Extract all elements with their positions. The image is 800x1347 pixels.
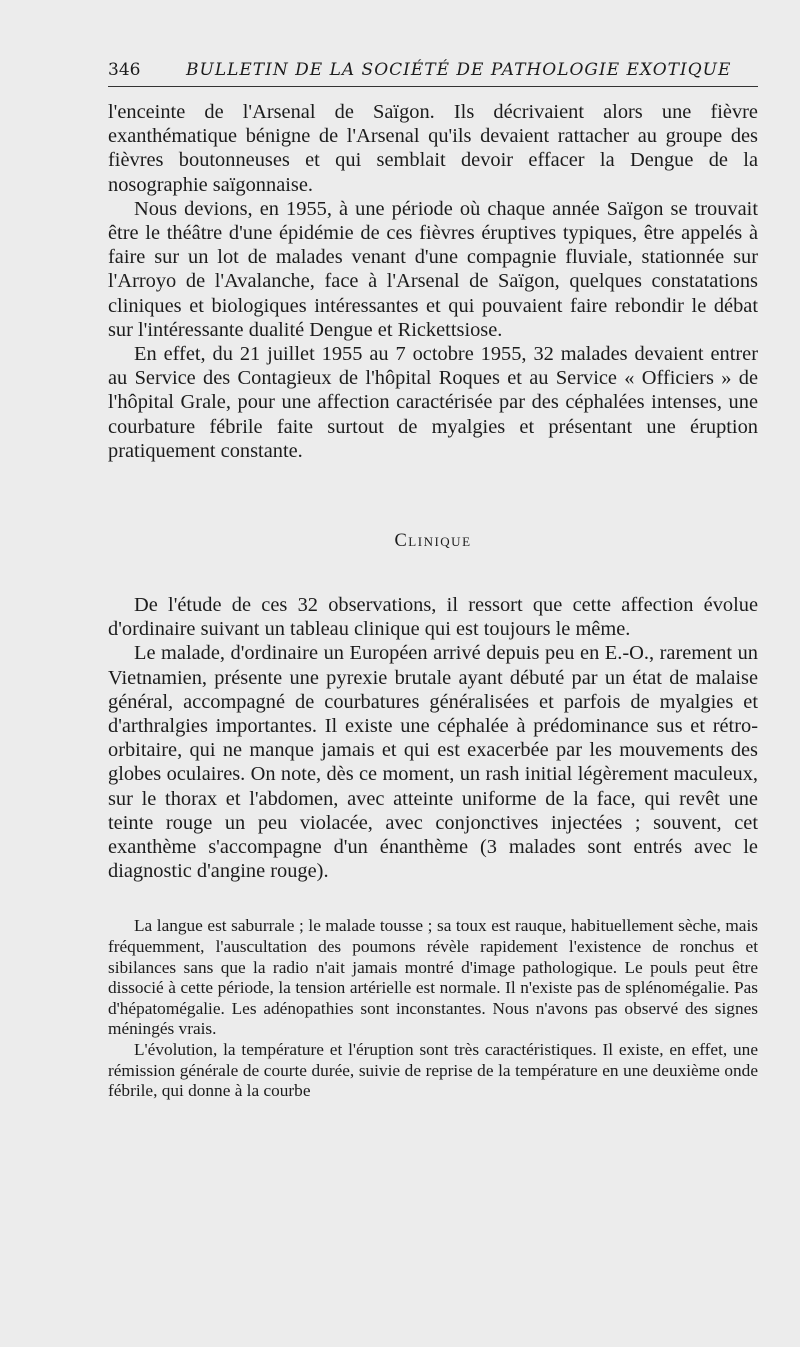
page-header: [108, 58, 758, 90]
page-body: [108, 100, 758, 1102]
paragraph: Nous devions, en 1955, à une période où chaque année Saïgon se trouvait être le théâtre d'une épidémie de ces fièvres éruptives typiques, être appelés à faire sur un lot de malades venant d'une compagnie fluviale, stationnée sur l'Arroyo de l'Avalanche, face à l'Arsenal de Saïgon, quelques constatations cliniques et biologiques intéressantes et qui pouvaient faire rebondir le débat sur l'intéressante dualité Dengue et Rickettsiose.: [108, 197, 758, 341]
page-number: 346: [108, 60, 141, 80]
paragraph: En effet, du 21 juillet 1955 au 7 octobre 1955, 32 malades devaient entrer au Service des Contagieux de l'hôpital Roques et au Service « Officiers » de l'hôpital Grale, pour une affection caractérisée par des céphalées intenses, une courbature fébrile faite surtout de myalgies et présentant une éruption pratiquement constante.: [108, 343, 758, 462]
paragraph: l'enceinte de l'Arsenal de Saïgon. Ils décrivaient alors une fièvre exanthématique bénigne de l'Arsenal qu'ils devaient rattacher au groupe des fièvres boutonneuses et qui semblait devoir effacer la Dengue de la nosographie saïgonnaise.: [108, 101, 758, 196]
paragraph: De l'étude de ces 32 observations, il ressort que cette affection évolue d'ordinaire suivant un tableau clinique qui est toujours le même.: [108, 594, 758, 641]
small-paragraph: La langue est saburrale ; le malade tousse ; sa toux est rauque, habituellement sèche, mais fréquemment, l'auscultation des poumons révèle rapidement l'existence de ronchus et sibilances sans que la radio n'ait jamais montré d'image pathologique. Le pouls peut être dissocié à cette période, la tension artérielle est normale. Il n'existe pas de splénomégalie. Pas d'hépatomégalie. Les adénopathies sont inconstantes. Nous n'avons pas observé des signes méningés vrais.: [108, 916, 758, 1039]
header-rule: [108, 86, 758, 87]
running-title: BULLETIN DE LA SOCIÉTÉ DE PATHOLOGIE EXOTIQUE: [186, 60, 732, 80]
section-heading: Clinique: [394, 531, 472, 552]
paragraph: Le malade, d'ordinaire un Européen arrivé depuis peu en E.-O., rarement un Vietnamien, présente une pyrexie brutale ayant débuté par un état de malaise général, accompagné de courbatures généralisées et parfois de myalgies et d'arthralgies importantes. Il existe une céphalée à prédominance sus et rétro-orbitaire, qui ne manque jamais et qui est exacerbée par les mouvements des globes oculaires. On note, dès ce moment, un rash initial légèrement maculeux, sur le thorax et l'abdomen, avec atteinte uniforme de la face, qui revêt une teinte rouge un peu violacée, avec conjonctives injectées ; souvent, cet exanthème s'accompagne d'un énanthème (3 malades sont entrés avec le diagnostic d'angine rouge).: [108, 642, 758, 883]
small-paragraph: L'évolution, la température et l'éruption sont très caractéristiques. Il existe, en effet, une rémission générale de courte durée, suivie de reprise de la température en une deuxième onde fébrile, qui donne à la courbe: [108, 1040, 758, 1101]
